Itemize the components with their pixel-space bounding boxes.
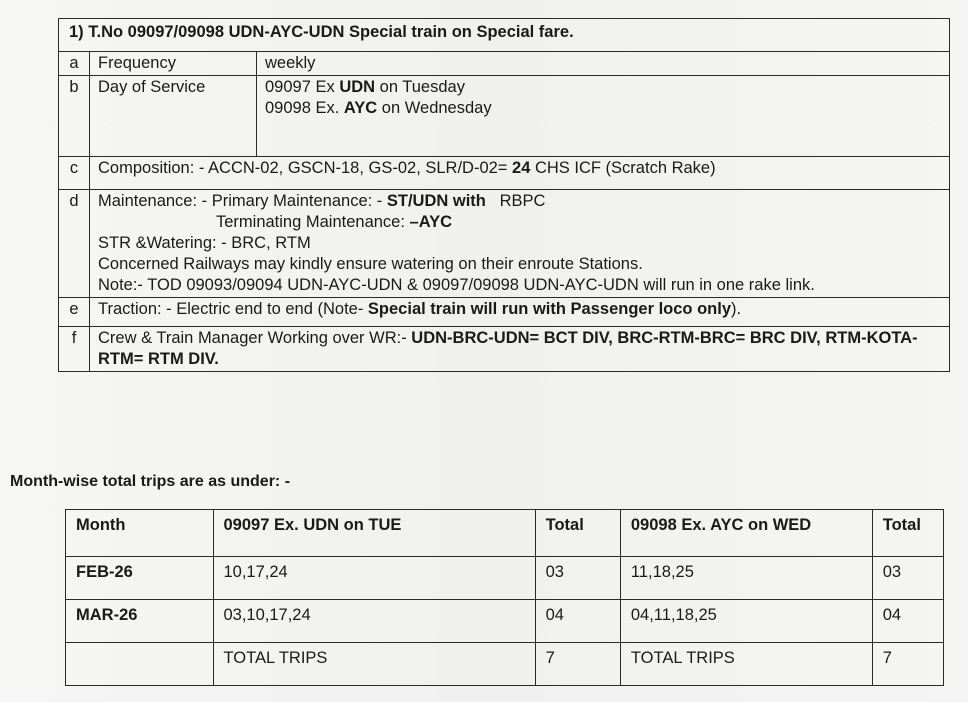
- trips-table: [65, 509, 944, 686]
- row-letter: c: [59, 157, 90, 190]
- col-header: 09098 Ex. AYC on WED: [620, 510, 872, 557]
- month-cell: FEB-26: [66, 557, 214, 600]
- maintenance-line-1: Maintenance: - Primary Maintenance: - ST/UDN with RBPC: [98, 192, 546, 210]
- table-cell: 03: [872, 557, 943, 600]
- row-maintenance: [59, 190, 950, 298]
- row-letter: b: [59, 76, 90, 157]
- table-row-total: [66, 643, 944, 686]
- table-cell: 04: [872, 600, 943, 643]
- table-cell: 11,18,25: [620, 557, 872, 600]
- total-value: 7: [535, 643, 620, 686]
- crew-text: Crew & Train Manager Working over WR:- UDN-BRC-UDN= BCT DIV, BRC-RTM-BRC= BRC DIV, RTM-KOTA-RTM= RTM DIV.: [90, 327, 950, 372]
- table-row: [66, 600, 944, 643]
- col-header: Total: [535, 510, 620, 557]
- row-letter: a: [59, 52, 90, 76]
- row-day-of-service: [59, 76, 950, 157]
- maintenance-line-4: Concerned Railways may kindly ensure watering on their enroute Stations.: [98, 255, 643, 273]
- row-crew: [59, 327, 950, 372]
- trips-title: Month-wise total trips are as under: -: [10, 473, 291, 490]
- train-details-table: [58, 18, 950, 372]
- total-label: TOTAL TRIPS: [620, 643, 872, 686]
- row-composition: [59, 157, 950, 190]
- composition-text: Composition: - ACCN-02, GSCN-18, GS-02, SLR/D-02= 24 CHS ICF (Scratch Rake): [90, 157, 950, 190]
- table-row: [66, 557, 944, 600]
- row-letter: d: [59, 190, 90, 298]
- row-letter: f: [59, 327, 90, 372]
- row-traction: [59, 298, 950, 327]
- service-line-2: 09098 Ex. AYC on Wednesday: [265, 99, 492, 117]
- row-letter: e: [59, 298, 90, 327]
- month-cell: [66, 643, 214, 686]
- maintenance-text: [90, 190, 950, 298]
- col-header: 09097 Ex. UDN on TUE: [213, 510, 535, 557]
- total-value: 7: [872, 643, 943, 686]
- frequency-value: weekly: [257, 52, 950, 76]
- table-cell: 04: [535, 600, 620, 643]
- table-cell: 10,17,24: [213, 557, 535, 600]
- day-of-service-value: [257, 76, 950, 157]
- frequency-label: Frequency: [90, 52, 257, 76]
- trips-header-row: [66, 510, 944, 557]
- table-cell: 04,11,18,25: [620, 600, 872, 643]
- total-label: TOTAL TRIPS: [213, 643, 535, 686]
- service-line-1: 09097 Ex UDN on Tuesday: [265, 78, 465, 96]
- maintenance-line-2: Terminating Maintenance: –AYC: [216, 213, 453, 231]
- month-cell: MAR-26: [66, 600, 214, 643]
- maintenance-line-3: STR &Watering: - BRC, RTM: [98, 234, 311, 252]
- maintenance-note: Note:- TOD 09093/09094 UDN-AYC-UDN & 09097/09098 UDN-AYC-UDN will run in one rake link.: [98, 276, 815, 294]
- day-of-service-label: Day of Service: [90, 76, 257, 157]
- col-header: Total: [872, 510, 943, 557]
- table-cell: 03,10,17,24: [213, 600, 535, 643]
- traction-text: Traction: - Electric end to end (Note- Special train will run with Passenger loco only).: [90, 298, 950, 327]
- train-header: 1) T.No 09097/09098 UDN-AYC-UDN Special train on Special fare.: [59, 19, 950, 52]
- col-header: Month: [66, 510, 214, 557]
- row-frequency: [59, 52, 950, 76]
- table-cell: 03: [535, 557, 620, 600]
